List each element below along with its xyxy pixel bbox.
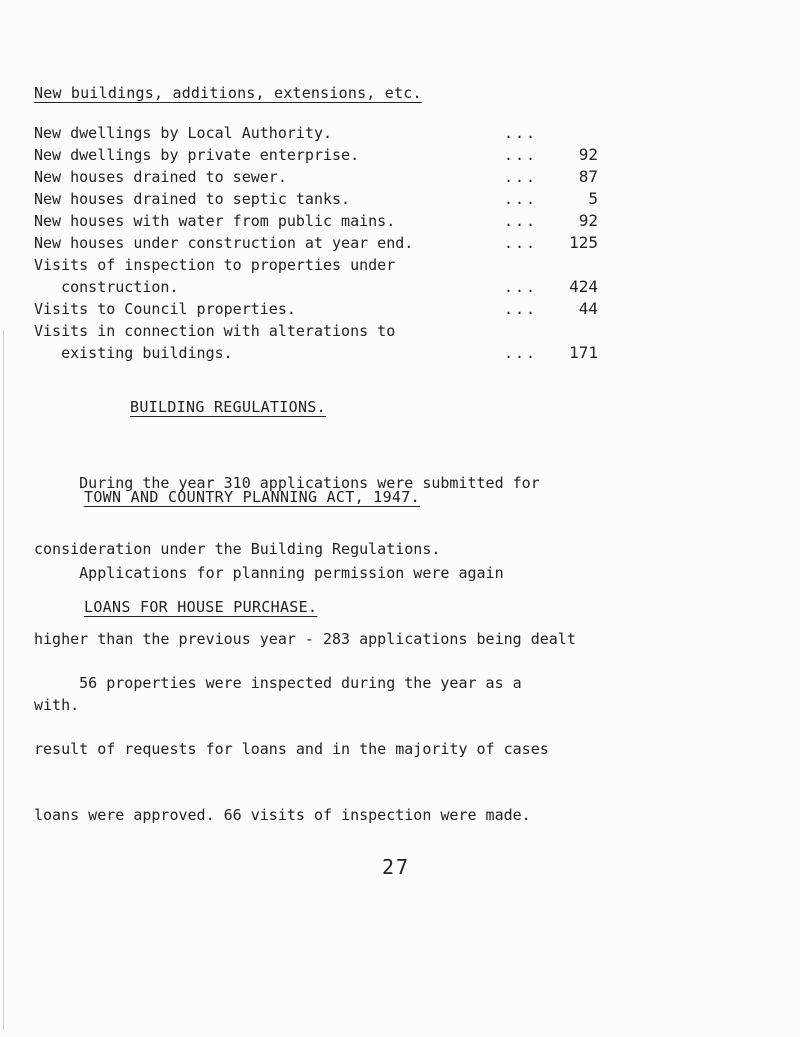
stat-label: New dwellings by private enterprise. [34, 146, 360, 164]
paragraph-line: During the year 310 applications were submitted for [34, 474, 540, 492]
paragraph-line: with. [34, 696, 80, 714]
stat-leader-dots: ... [504, 278, 538, 296]
stat-row [34, 320, 734, 342]
page-number: 27 [382, 855, 411, 879]
loans-paragraph [34, 628, 764, 870]
stat-label: New houses drained to sewer. [34, 168, 287, 186]
stat-label: Visits in connection with alterations to [34, 322, 396, 340]
stat-value: 125 [569, 233, 598, 252]
stat-label: New houses drained to septic tanks. [34, 190, 351, 208]
stat-row [34, 276, 734, 298]
stat-value: 5 [588, 189, 598, 208]
section-heading-building-regulations: BUILDING REGULATIONS. [130, 398, 326, 416]
stat-row [34, 342, 734, 364]
stat-leader-dots: ... [504, 234, 538, 252]
stat-value: 171 [569, 343, 598, 362]
stat-label: New houses with water from public mains. [34, 212, 396, 230]
stat-leader-dots: ... [504, 146, 538, 164]
stat-row [34, 144, 734, 166]
stat-value: 87 [578, 167, 598, 186]
stat-row [34, 166, 734, 188]
stat-leader-dots: ... [504, 124, 538, 142]
stat-label: construction. [34, 278, 179, 296]
stat-value: 92 [578, 145, 598, 164]
stat-row [34, 122, 734, 144]
stat-row [34, 254, 734, 276]
stat-label: existing buildings. [34, 344, 233, 362]
stat-label: New houses under construction at year end. [34, 234, 414, 252]
stat-leader-dots: ... [504, 190, 538, 208]
section-heading-new-buildings: New buildings, additions, extensions, etc. [34, 84, 422, 102]
stat-row [34, 232, 734, 254]
stat-row [34, 188, 734, 210]
section-heading-town-planning: TOWN AND COUNTRY PLANNING ACT, 1947. [84, 488, 420, 506]
stat-label: New dwellings by Local Authority. [34, 124, 333, 142]
stat-row [34, 210, 734, 232]
stat-leader-dots: ... [504, 168, 538, 186]
stat-value: 92 [578, 211, 598, 230]
stat-value: 424 [569, 277, 598, 296]
stat-leader-dots: ... [504, 344, 538, 362]
statistics-list [34, 122, 734, 364]
paragraph-line: higher than the previous year - 283 applications being dealt [34, 630, 576, 648]
paragraph-line: Applications for planning permission were again [34, 564, 504, 582]
section-heading-loans: LOANS FOR HOUSE PURCHASE. [84, 598, 318, 616]
stat-leader-dots: ... [504, 212, 538, 230]
stat-leader-dots: ... [504, 300, 538, 318]
stat-label: Visits of inspection to properties under [34, 256, 396, 274]
paragraph-line: result of requests for loans and in the majority of cases [34, 740, 549, 758]
stat-value: 44 [578, 299, 598, 318]
paragraph-line: consideration under the Building Regulations. [34, 540, 441, 558]
paragraph-line: loans were approved. 66 visits of inspection were made. [34, 806, 531, 824]
stat-row [34, 298, 734, 320]
paragraph-line: 56 properties were inspected during the year as a [34, 674, 522, 692]
scan-edge-line [3, 330, 4, 1030]
stat-label: Visits to Council properties. [34, 300, 296, 318]
